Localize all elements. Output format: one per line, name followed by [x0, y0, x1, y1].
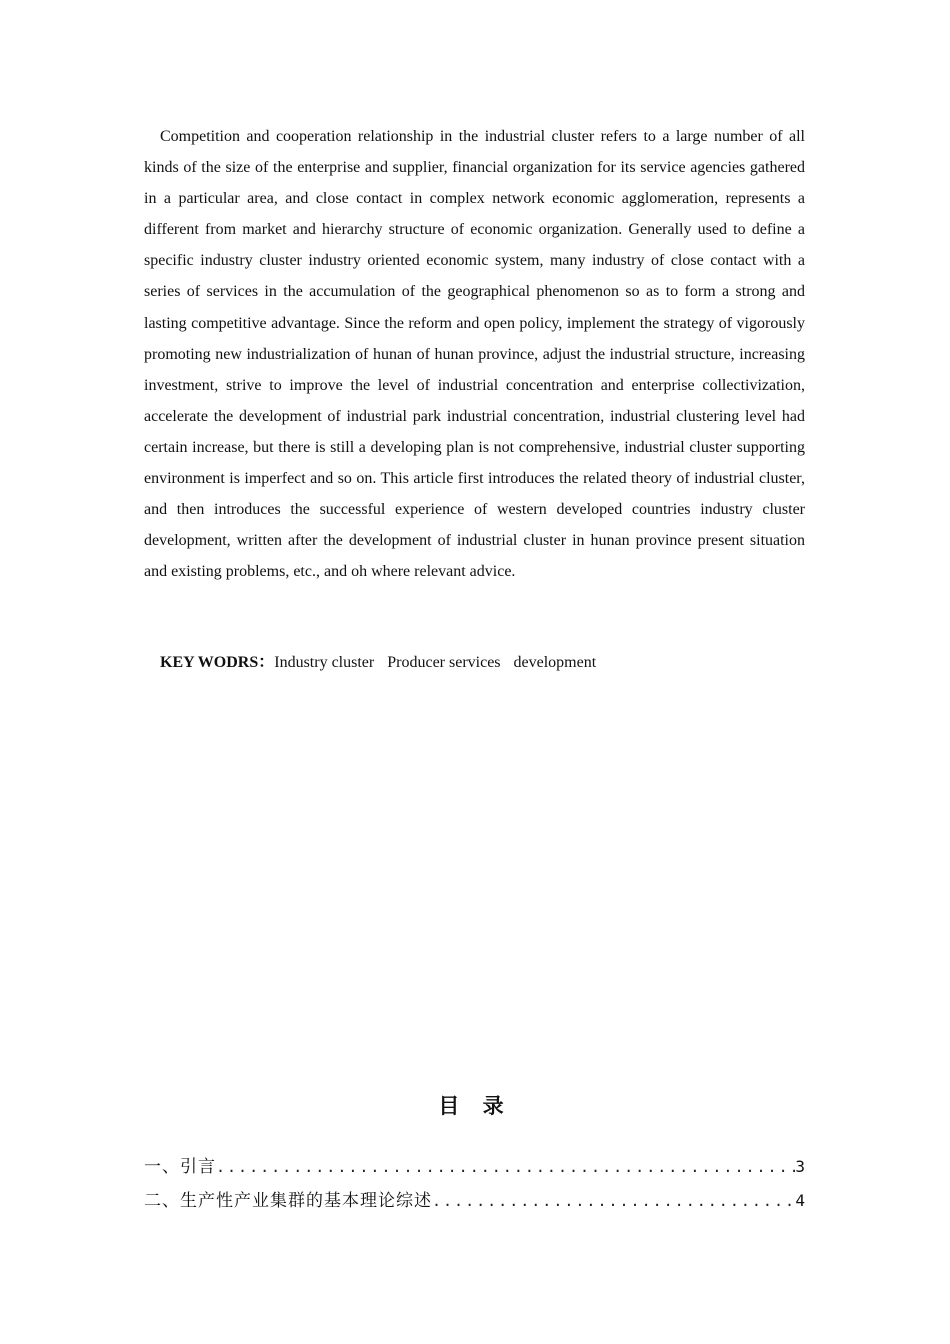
keyword-item: development	[513, 654, 597, 671]
toc-page-number: 3	[795, 1157, 805, 1176]
toc-leader-dots	[432, 1186, 795, 1216]
toc-page-number: 4	[795, 1191, 805, 1210]
keywords-label: KEY WODRS：	[160, 654, 275, 671]
toc-entry[interactable]	[144, 1186, 805, 1220]
keywords-line	[160, 647, 605, 678]
table-of-contents	[144, 1152, 805, 1220]
toc-entry-label: 二、生产性产业集群的基本理论综述	[144, 1191, 432, 1211]
toc-leader-dots	[216, 1152, 795, 1182]
toc-entry-label: 一、引言	[144, 1157, 216, 1177]
keyword-item: Industry cluster	[274, 654, 375, 671]
keyword-item: Producer services	[387, 654, 501, 671]
toc-title: 目 录	[438, 1094, 512, 1118]
abstract-paragraph: Competition and cooperation relationship in the industrial cluster refers to a large number of all kinds of the size of the enterprise and supplier, financial organization for its service agencies gathered in a particular area, and close contact in complex network economic agglomeration, represents a different from market and hierarchy structure of economic organization. Generally used to define a specific industry cluster industry oriented economic system, many industry of close contact with a series of services in the accumulation of the geographical phenomenon so as to form a strong and lasting competitive advantage. Since the reform and open policy, implement the strategy of vigorously promoting new industrialization of hunan of hunan province, adjust the industrial structure, increasing investment, strive to improve the level of industrial concentration and enterprise collectivization, accelerate the development of industrial park industrial concentration, industrial clustering level had certain increase, but there is still a developing plan is not comprehensive, industrial cluster supporting environment is imperfect and so on. This article first introduces the related theory of industrial cluster, and then introduces the successful experience of western developed countries industry cluster development, written after the development of industrial cluster in hunan province present situation and existing problems, etc., and oh where relevant advice.	[144, 128, 805, 581]
toc-entry[interactable]	[144, 1152, 805, 1186]
